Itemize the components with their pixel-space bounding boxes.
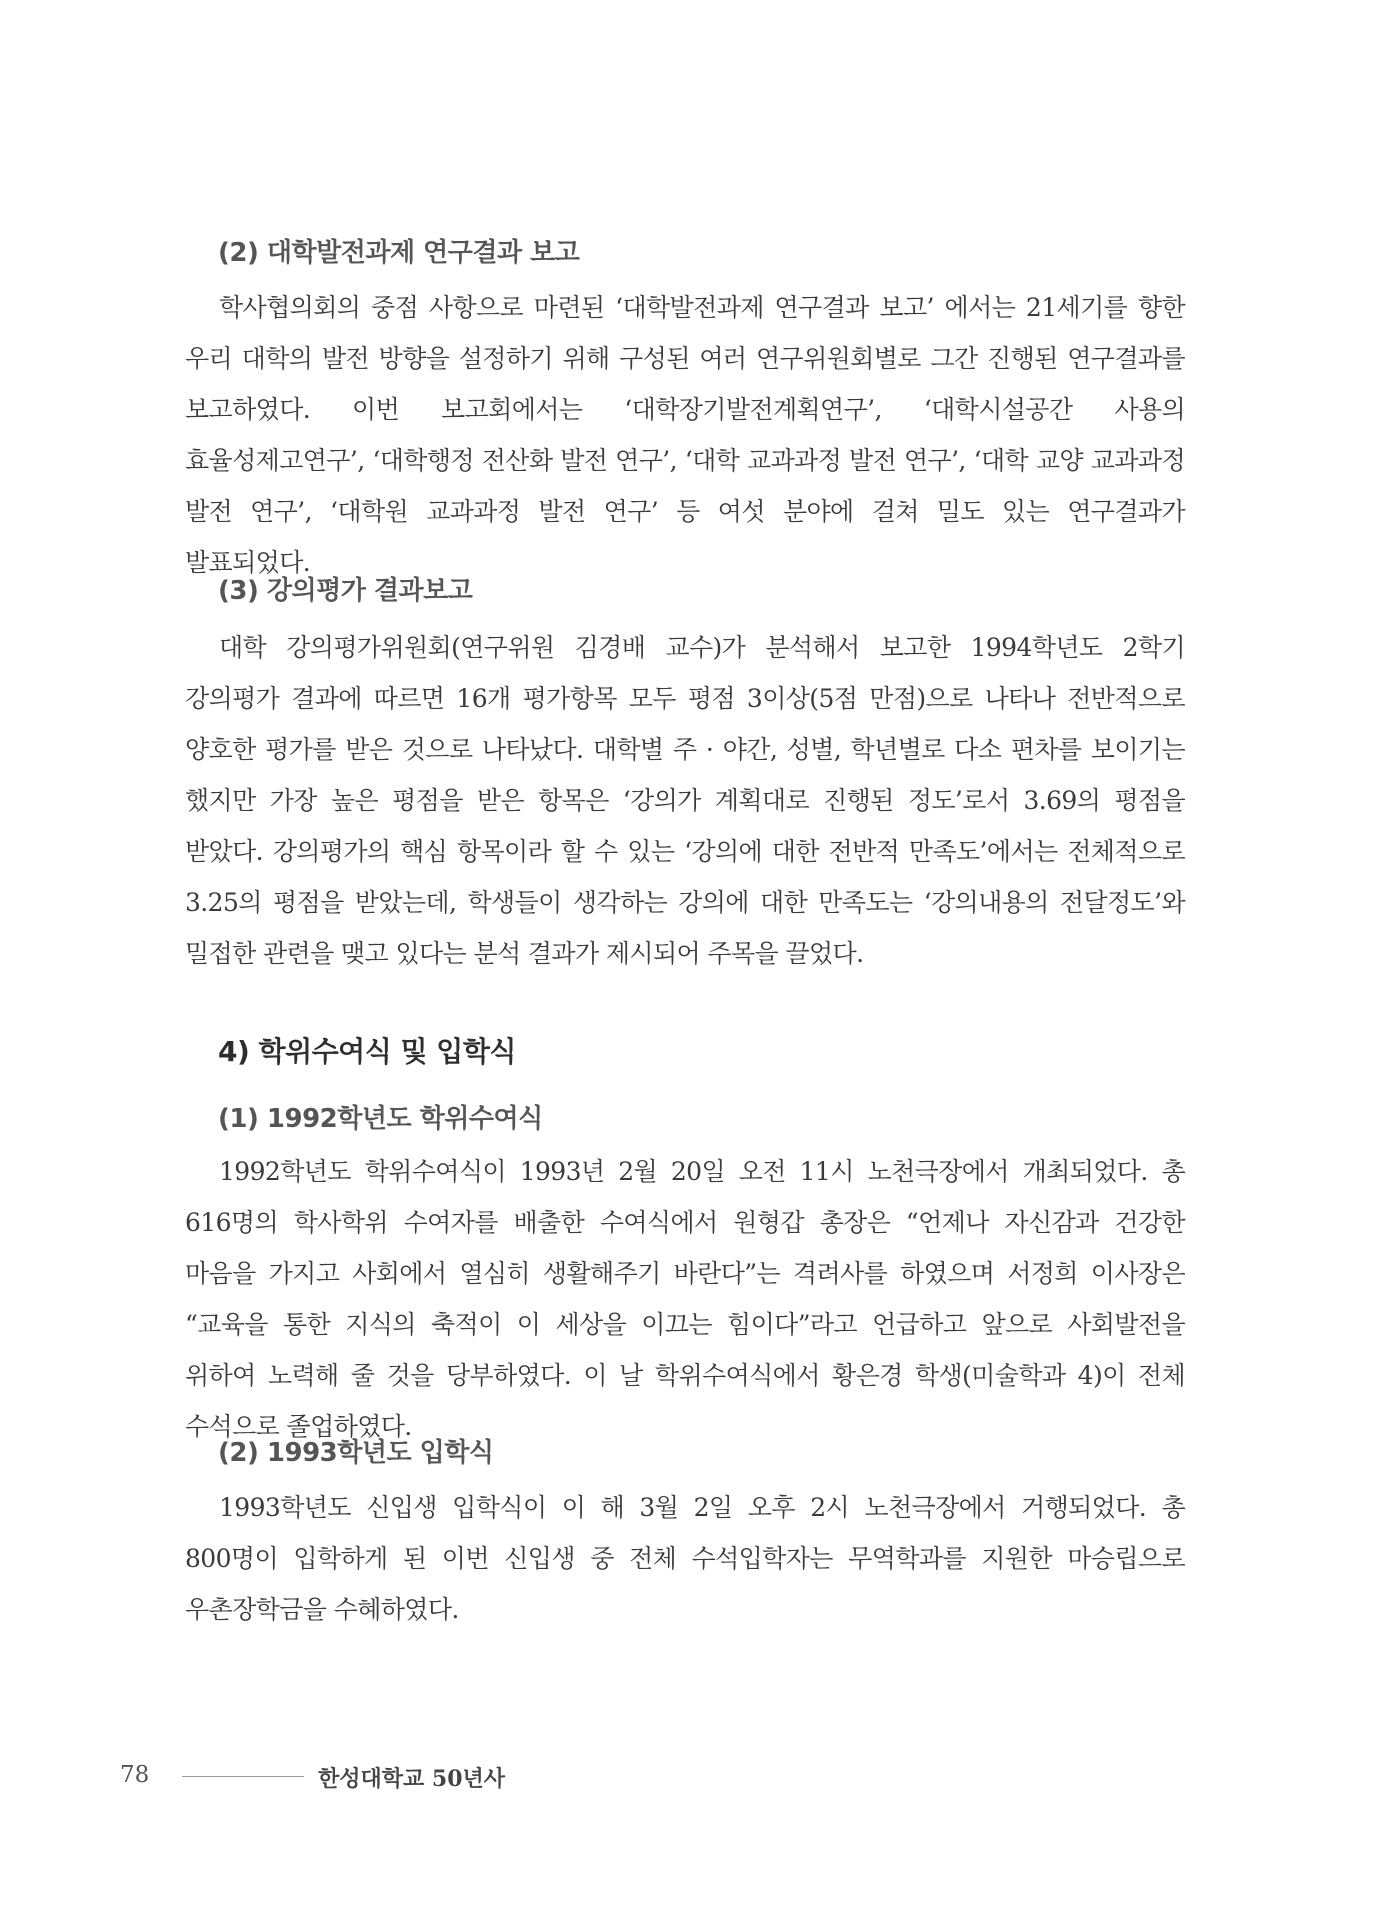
page-footer: [120, 1762, 1120, 1802]
paragraph-lecture-evaluation: 대학 강의평가위원회(연구위원 김경배 교수)가 분석해서 보고한 1994학년도 2학기 강의평가 결과에 따르면 16개 평가항목 모두 평점 3이상(5점 만점)으로 나타나 전반적으로 양호한 평가를 받은 것으로 나타났다. 대학별 주 · 야간, 성별, 학년별로 다소 편차를 보이기는 했지만 가장 높은 평점을 받은 항목은 ‘강의가 계획대로 진행된 정도’로서 3.69의 평점을 받았다. 강의평가의 핵심 항목이라 할 수 있는 ‘강의에 대한 전반적 만족도’에서는 전체적으로 3.25의 평점을 받았는데, 학생들이 생각하는 강의에 대한 만족도는 ‘강의내용의 전달정도’와 밀접한 관련을 맺고 있다는 분석 결과가 제시되어 주목을 끌었다.: [185, 633, 1185, 968]
book-title: 한성대학교 50년사: [318, 1766, 506, 1792]
section-heading-entrance: (2) 1993학년도 입학식: [218, 1438, 494, 1468]
section-heading-research-report: (2) 대학발전과제 연구결과 보고: [218, 238, 580, 268]
paragraph-graduation: 1992학년도 학위수여식이 1993년 2월 20일 오전 11시 노천극장에서 개최되었다. 총 616명의 학사학위 수여자를 배출한 수여식에서 원형갑 총장은 “언제나 자신감과 건강한 마음을 가지고 사회에서 열심히 생활해주기 바란다”는 격려사를 하였으며 서정희 이사장은 “교육을 통한 지식의 축적이 이 세상을 이끄는 힘이다”라고 언급하고 앞으로 사회발전을 위하여 노력해 줄 것을 당부하였다. 이 날 학위수여식에서 황은경 학생(미술학과 4)이 전체 수석으로 졸업하였다.: [185, 1157, 1185, 1441]
footer-divider: [182, 1776, 304, 1777]
section-heading-graduation: (1) 1992학년도 학위수여식: [218, 1104, 543, 1134]
paragraph-entrance: 1993학년도 신입생 입학식이 이 해 3월 2일 오후 2시 노천극장에서 거행되었다. 총 800명이 입학하게 된 이번 신입생 중 전체 수석입학자는 무역학과를 지원한 마승립으로 우촌장학금을 수혜하였다.: [185, 1493, 1185, 1624]
page-number: 78: [120, 1762, 150, 1788]
section-heading-lecture-evaluation: (3) 강의평가 결과보고: [218, 576, 473, 606]
section-heading-ceremonies: 4) 학위수여식 및 입학식: [218, 1035, 516, 1068]
paragraph-research-report: 학사협의회의 중점 사항으로 마련된 ‘대학발전과제 연구결과 보고’ 에서는 21세기를 향한 우리 대학의 발전 방향을 설정하기 위해 구성된 여러 연구위원회별로 그간 진행된 연구결과를 보고하였다. 이번 보고회에서는 ‘대학장기발전계획연구’, ‘대학시설공간 사용의 효율성제고연구’, ‘대학행정 전산화 발전 연구’, ‘대학 교과과정 발전 연구’, ‘대학 교양 교과과정 발전 연구’, ‘대학원 교과과정 발전 연구’ 등 여섯 분야에 걸쳐 밀도 있는 연구결과가 발표되었다.: [185, 293, 1185, 577]
